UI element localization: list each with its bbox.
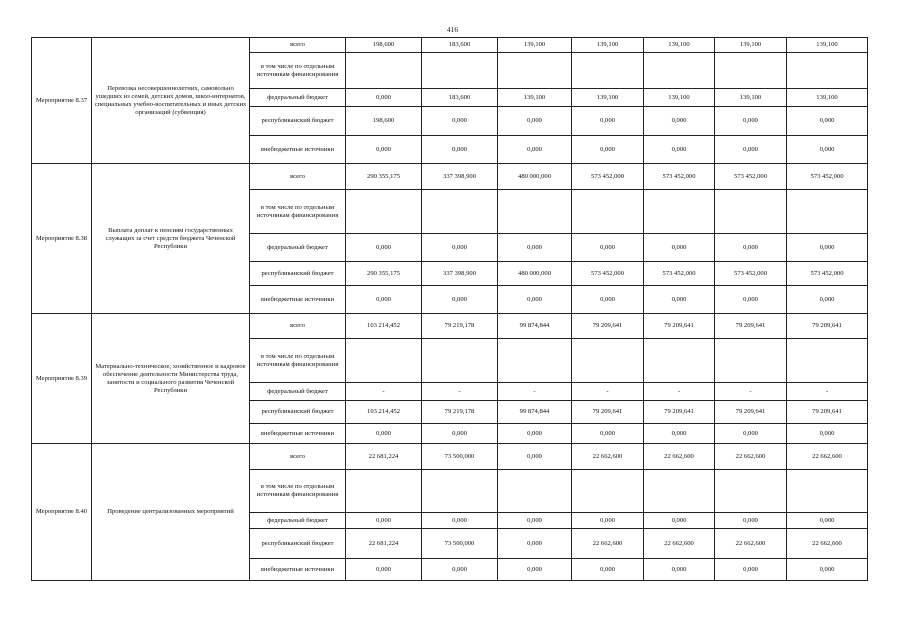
amount-cell: 0,000	[346, 424, 422, 444]
funding-source: внебюджетные источники	[250, 136, 346, 164]
funding-source: внебюджетные источники	[250, 286, 346, 314]
amount-cell: 198,600	[346, 107, 422, 136]
funding-source: республиканский бюджет	[250, 401, 346, 424]
amount-cell: 0,000	[715, 286, 787, 314]
amount-cell: 22 662,600	[715, 444, 787, 470]
amount-cell	[422, 53, 498, 89]
amount-cell: 573 452,000	[787, 262, 868, 286]
table-row	[32, 314, 868, 339]
amount-cell	[715, 53, 787, 89]
amount-cell: 0,000	[715, 107, 787, 136]
amount-cell: 139,100	[787, 89, 868, 107]
amount-cell: 0,000	[422, 107, 498, 136]
amount-cell	[787, 470, 868, 513]
amount-cell	[498, 339, 572, 383]
amount-cell: 0,000	[715, 559, 787, 581]
amount-cell: 0,000	[715, 424, 787, 444]
amount-cell: 22 662,600	[572, 529, 644, 559]
measure-label: Мероприятие 8.40	[32, 444, 92, 581]
amount-cell	[644, 470, 715, 513]
measure-label: Мероприятие 8.38	[32, 164, 92, 314]
amount-cell	[422, 339, 498, 383]
measure-description: Выплата доплат к пенсиям государственных служащих за счет средств бюджета Чеченской Республики	[92, 164, 250, 314]
amount-cell: 0,000	[572, 286, 644, 314]
amount-cell: 79 219,178	[422, 314, 498, 339]
amount-cell: 0,000	[787, 234, 868, 262]
amount-cell: 99 874,844	[498, 401, 572, 424]
amount-cell: 22 681,224	[346, 444, 422, 470]
amount-cell	[498, 53, 572, 89]
amount-cell	[422, 190, 498, 234]
funding-source: в том числе по отдельным источникам финансирования	[250, 470, 346, 513]
amount-cell: 573 452,000	[715, 164, 787, 190]
amount-cell: 103 214,452	[346, 401, 422, 424]
amount-cell: 0,000	[498, 286, 572, 314]
amount-cell: 0,000	[644, 424, 715, 444]
funding-source: всего	[250, 314, 346, 339]
amount-cell: 0,000	[572, 234, 644, 262]
amount-cell: 79 209,641	[572, 401, 644, 424]
amount-cell: -	[572, 383, 644, 401]
amount-cell: 0,000	[498, 136, 572, 164]
funding-source: в том числе по отдельным источникам финансирования	[250, 190, 346, 234]
amount-cell: 573 452,000	[572, 262, 644, 286]
table-row	[32, 444, 868, 470]
amount-cell: 22 662,600	[572, 444, 644, 470]
amount-cell: 22 662,600	[644, 529, 715, 559]
amount-cell: 0,000	[498, 444, 572, 470]
amount-cell: 79 209,641	[572, 314, 644, 339]
amount-cell: 0,000	[346, 513, 422, 529]
amount-cell: 0,000	[346, 286, 422, 314]
amount-cell: 0,000	[787, 136, 868, 164]
amount-cell	[346, 190, 422, 234]
amount-cell: 79 209,641	[644, 314, 715, 339]
amount-cell: 0,000	[498, 107, 572, 136]
amount-cell: 573 452,000	[572, 164, 644, 190]
amount-cell	[422, 470, 498, 513]
measure-label: Мероприятие 8.37	[32, 38, 92, 164]
amount-cell: 103 214,452	[346, 314, 422, 339]
amount-cell: 198,600	[346, 38, 422, 53]
amount-cell: 22 662,600	[787, 529, 868, 559]
funding-source: республиканский бюджет	[250, 262, 346, 286]
amount-cell: 0,000	[787, 107, 868, 136]
amount-cell: 139,100	[787, 38, 868, 53]
amount-cell	[715, 339, 787, 383]
amount-cell: 0,000	[422, 286, 498, 314]
funding-source: в том числе по отдельным источникам финансирования	[250, 53, 346, 89]
amount-cell: 139,100	[498, 38, 572, 53]
amount-cell: -	[715, 383, 787, 401]
amount-cell	[346, 53, 422, 89]
amount-cell	[644, 190, 715, 234]
amount-cell: 0,000	[572, 559, 644, 581]
amount-cell: 0,000	[644, 136, 715, 164]
amount-cell: 0,000	[422, 559, 498, 581]
amount-cell: 0,000	[644, 286, 715, 314]
amount-cell: 0,000	[422, 136, 498, 164]
amount-cell: 0,000	[715, 234, 787, 262]
measure-description: Перевозка несовершеннолетних, самовольно ушедших из семей, детских домов, школ-интернатов, специальных учебно-воспитательных и иных детских организаций (субвенция)	[92, 38, 250, 164]
amount-cell: 290 355,175	[346, 164, 422, 190]
amount-cell: -	[787, 383, 868, 401]
amount-cell: 0,000	[715, 136, 787, 164]
amount-cell	[572, 339, 644, 383]
measure-description: Материально-техническое, хозяйственное и кадровое обеспечение деятельности Министерства труда, занятости и социального развития Чеченской Республики	[92, 314, 250, 444]
amount-cell	[572, 53, 644, 89]
amount-cell: 0,000	[498, 234, 572, 262]
funding-source: федеральный бюджет	[250, 383, 346, 401]
amount-cell: -	[422, 383, 498, 401]
amount-cell: 573 452,000	[715, 262, 787, 286]
funding-source: федеральный бюджет	[250, 513, 346, 529]
table-row	[32, 38, 868, 53]
amount-cell: 290 355,175	[346, 262, 422, 286]
funding-source: федеральный бюджет	[250, 89, 346, 107]
amount-cell: 337 398,900	[422, 164, 498, 190]
amount-cell: 0,000	[787, 286, 868, 314]
amount-cell: 0,000	[644, 234, 715, 262]
amount-cell: 139,100	[715, 38, 787, 53]
amount-cell: -	[346, 383, 422, 401]
amount-cell: 0,000	[498, 424, 572, 444]
amount-cell: 139,100	[572, 38, 644, 53]
amount-cell: 0,000	[787, 513, 868, 529]
amount-cell: 0,000	[572, 424, 644, 444]
amount-cell: 573 452,000	[787, 164, 868, 190]
amount-cell	[498, 190, 572, 234]
amount-cell: 79 209,641	[787, 401, 868, 424]
funding-source: всего	[250, 444, 346, 470]
amount-cell: -	[644, 383, 715, 401]
amount-cell: 0,000	[498, 529, 572, 559]
page-number: 416	[446, 25, 459, 34]
amount-cell: 22 681,224	[346, 529, 422, 559]
amount-cell: 22 662,600	[644, 444, 715, 470]
amount-cell: 139,100	[644, 89, 715, 107]
funding-source: внебюджетные источники	[250, 559, 346, 581]
amount-cell: 0,000	[572, 136, 644, 164]
amount-cell: 79 209,641	[787, 314, 868, 339]
amount-cell: 139,100	[715, 89, 787, 107]
measure-description: Проведение централизованных мероприятий	[92, 444, 250, 581]
amount-cell: 73 500,000	[422, 529, 498, 559]
amount-cell: 79 209,641	[715, 314, 787, 339]
funding-table	[31, 37, 868, 581]
table-row	[32, 164, 868, 190]
amount-cell: 79 209,641	[715, 401, 787, 424]
amount-cell: 0,000	[644, 107, 715, 136]
amount-cell	[787, 53, 868, 89]
amount-cell	[644, 53, 715, 89]
amount-cell	[498, 470, 572, 513]
amount-cell: 573 452,000	[644, 164, 715, 190]
funding-source: в том числе по отдельным источникам финансирования	[250, 339, 346, 383]
amount-cell: 183,600	[422, 89, 498, 107]
amount-cell: 0,000	[498, 513, 572, 529]
amount-cell	[572, 470, 644, 513]
amount-cell: 0,000	[498, 559, 572, 581]
amount-cell	[572, 190, 644, 234]
amount-cell: 480 000,000	[498, 164, 572, 190]
amount-cell: 0,000	[787, 559, 868, 581]
funding-source: республиканский бюджет	[250, 529, 346, 559]
funding-source: федеральный бюджет	[250, 234, 346, 262]
amount-cell: 0,000	[644, 513, 715, 529]
amount-cell: 480 000,000	[498, 262, 572, 286]
amount-cell	[715, 470, 787, 513]
amount-cell: 0,000	[346, 559, 422, 581]
amount-cell: 22 662,600	[715, 529, 787, 559]
amount-cell: 0,000	[422, 513, 498, 529]
amount-cell: 0,000	[715, 513, 787, 529]
amount-cell	[787, 339, 868, 383]
amount-cell: 573 452,000	[644, 262, 715, 286]
amount-cell	[787, 190, 868, 234]
amount-cell: 337 398,900	[422, 262, 498, 286]
amount-cell: 0,000	[572, 513, 644, 529]
amount-cell: 0,000	[346, 136, 422, 164]
amount-cell: 0,000	[346, 89, 422, 107]
amount-cell: 0,000	[644, 559, 715, 581]
funding-source: внебюджетные источники	[250, 424, 346, 444]
amount-cell: 79 209,641	[644, 401, 715, 424]
funding-source: всего	[250, 164, 346, 190]
amount-cell: 0,000	[346, 234, 422, 262]
funding-source: всего	[250, 38, 346, 53]
amount-cell: 0,000	[422, 424, 498, 444]
amount-cell	[715, 190, 787, 234]
amount-cell: 22 662,600	[787, 444, 868, 470]
amount-cell	[346, 339, 422, 383]
amount-cell: 0,000	[787, 424, 868, 444]
amount-cell: 139,100	[498, 89, 572, 107]
funding-source: республиканский бюджет	[250, 107, 346, 136]
amount-cell: 0,000	[422, 234, 498, 262]
amount-cell: 139,100	[572, 89, 644, 107]
amount-cell: 73 500,000	[422, 444, 498, 470]
measure-label: Мероприятие 8.39	[32, 314, 92, 444]
amount-cell: 99 874,844	[498, 314, 572, 339]
amount-cell: 139,100	[644, 38, 715, 53]
amount-cell: 79 219,178	[422, 401, 498, 424]
amount-cell	[644, 339, 715, 383]
amount-cell	[346, 470, 422, 513]
amount-cell: 0,000	[572, 107, 644, 136]
amount-cell: 183,600	[422, 38, 498, 53]
amount-cell: -	[498, 383, 572, 401]
